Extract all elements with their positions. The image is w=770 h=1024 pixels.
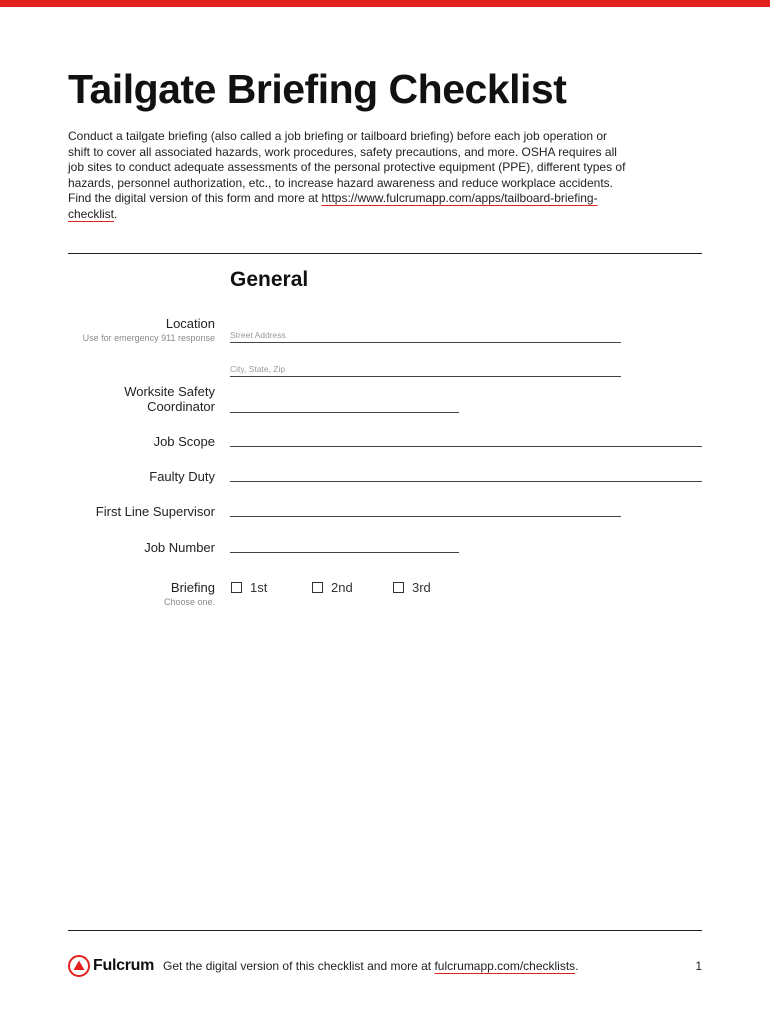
location-label: Location [165,316,215,331]
section-divider [68,253,702,254]
city-state-zip-field[interactable] [230,362,621,377]
briefing-option-label: 1st [250,580,268,595]
top-accent-bar [0,0,770,7]
intro-end: . [114,206,118,221]
intro-text: Conduct a tailgate briefing (also called a job briefing or tailboard briefing) before each job operation or shift to cover all associated hazards, work procedures, safety precautions, and more. OSHA requires all job sites to conduct adequate assessments of the personal protective equipment (PPE), different types of hazards, personnel authorization, etc., to increase hazard awareness and reduce workplace accidents. Find the digital version of this form and more at [68,129,626,205]
faulty-duty-field[interactable] [230,467,702,482]
briefing-label: Briefing [170,580,215,595]
briefing-option-1st[interactable] [231,580,267,595]
briefing-hint: Choose one. [163,597,215,607]
page-number: 1 [695,959,702,973]
job-scope-label: Job Scope [153,434,215,449]
checkbox-3rd[interactable] [393,582,404,593]
briefing-option-label: 3rd [412,580,431,595]
street-address-field[interactable] [230,328,621,343]
coordinator-label-line2: Coordinator [147,399,215,414]
job-number-field[interactable] [230,538,459,553]
footer-text [163,959,579,973]
footer-link[interactable]: fulcrumapp.com/checklists [434,959,576,973]
page-title: Tailgate Briefing Checklist [68,66,567,112]
briefing-option-3rd[interactable] [393,580,431,595]
footer-divider [68,930,702,931]
intro-link[interactable]: https://www.fulcrumapp.com/apps/tailboard-briefing-checklist [68,191,598,221]
footer-text-main: Get the digital version of this checklist and more at [163,959,435,973]
fulcrum-logo [68,955,154,977]
street-address-placeholder: Street Address [230,330,286,340]
section-title: General [230,268,309,291]
footer-text-end: . [575,959,579,973]
fulcrum-logo-text: Fulcrum [93,957,155,974]
coordinator-field[interactable] [230,398,459,413]
job-scope-field[interactable] [230,432,702,447]
job-number-label: Job Number [144,540,215,555]
briefing-option-2nd[interactable] [312,580,353,595]
city-state-zip-placeholder: City, State, Zip [230,364,286,374]
location-hint: Use for emergency 911 response [82,333,215,343]
supervisor-field[interactable] [230,502,621,517]
fulcrum-logo-icon [68,955,90,977]
coordinator-label-line1: Worksite Safety [124,384,215,399]
faulty-duty-label: Faulty Duty [149,469,215,484]
checkbox-2nd[interactable] [312,582,323,593]
checkbox-1st[interactable] [231,582,242,593]
briefing-option-label: 2nd [331,580,353,595]
supervisor-label: First Line Supervisor [95,504,215,519]
intro-paragraph [68,129,628,222]
